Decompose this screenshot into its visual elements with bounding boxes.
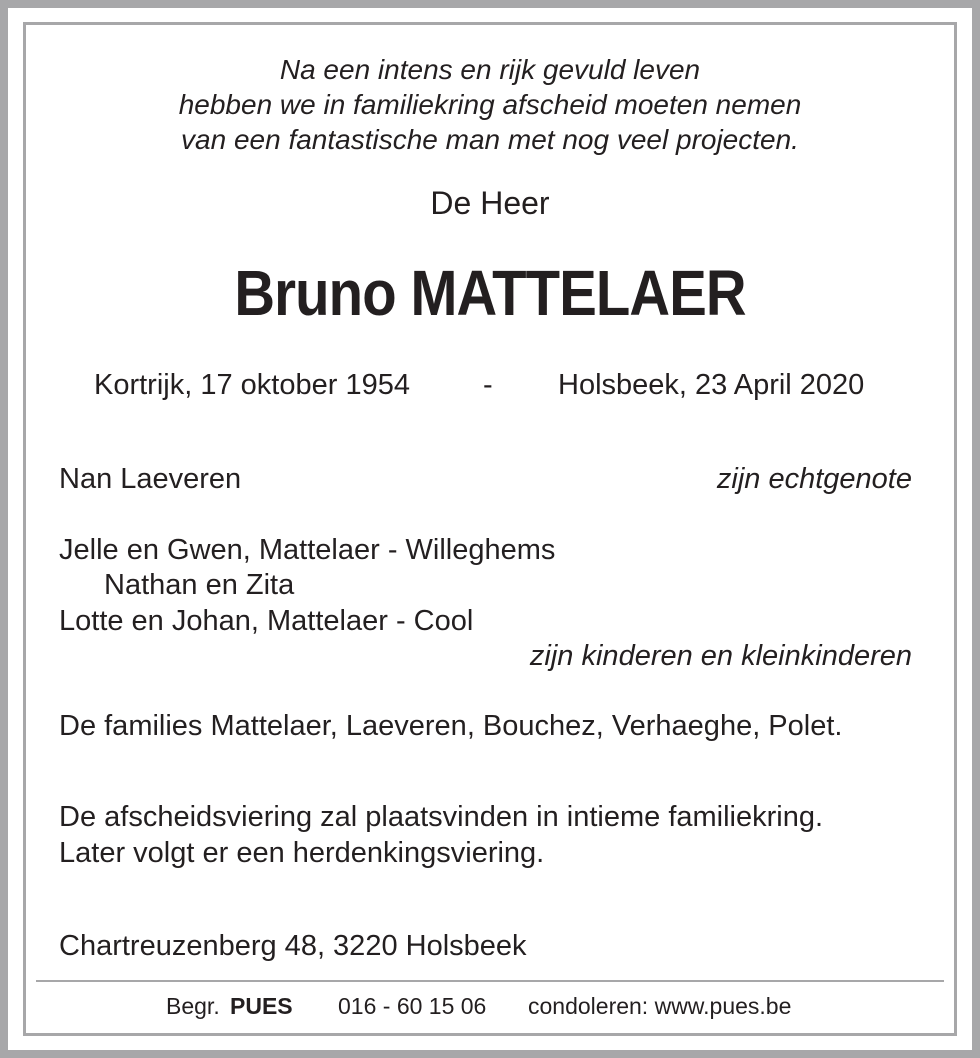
obituary-frame: [23, 22, 957, 1036]
footer-begr-label: Begr.: [166, 993, 220, 1019]
spouse-name: Nan Laeveren: [59, 463, 242, 495]
ceremony-line-1: De afscheidsviering zal plaatsvinden in intieme familiekring.: [59, 801, 824, 833]
address: Chartreuzenberg 48, 3220 Holsbeek: [59, 930, 527, 962]
intro-line-3: van een fantastische man met nog veel projecten.: [181, 124, 799, 155]
child-line-2: Lotte en Johan, Mattelaer - Cool: [59, 605, 474, 637]
spouse-relation: zijn echtgenote: [716, 463, 912, 495]
funeral-home-name: PUES: [230, 993, 293, 1019]
intro-line-2: hebben we in familiekring afscheid moeten nemen: [178, 89, 802, 120]
families-line: De families Mattelaer, Laeveren, Bouchez, Verhaeghe, Polet.: [59, 710, 843, 742]
intro-text: [0, 52, 980, 157]
children-relation: zijn kinderen en kleinkinderen: [529, 640, 912, 672]
footer-phone: 016 - 60 15 06: [338, 993, 487, 1019]
date-separator: -: [483, 369, 493, 401]
footer-condolences: condoleren: www.pues.be: [528, 993, 792, 1019]
ceremony-line-2: Later volgt er een herdenkingsviering.: [59, 837, 545, 869]
footer-divider: [36, 980, 944, 982]
child-line-1: Jelle en Gwen, Mattelaer - Willeghems: [59, 534, 556, 566]
footer-funeral-home: [230, 992, 293, 1020]
death-date: Holsbeek, 23 April 2020: [558, 369, 865, 401]
title-de-heer: De Heer: [430, 185, 550, 221]
grandchildren-line: Nathan en Zita: [104, 569, 295, 601]
birth-date: Kortrijk, 17 oktober 1954: [94, 369, 410, 401]
deceased-name: Bruno MATTELAER: [234, 257, 746, 329]
intro-line-1: Na een intens en rijk gevuld leven: [279, 54, 701, 85]
